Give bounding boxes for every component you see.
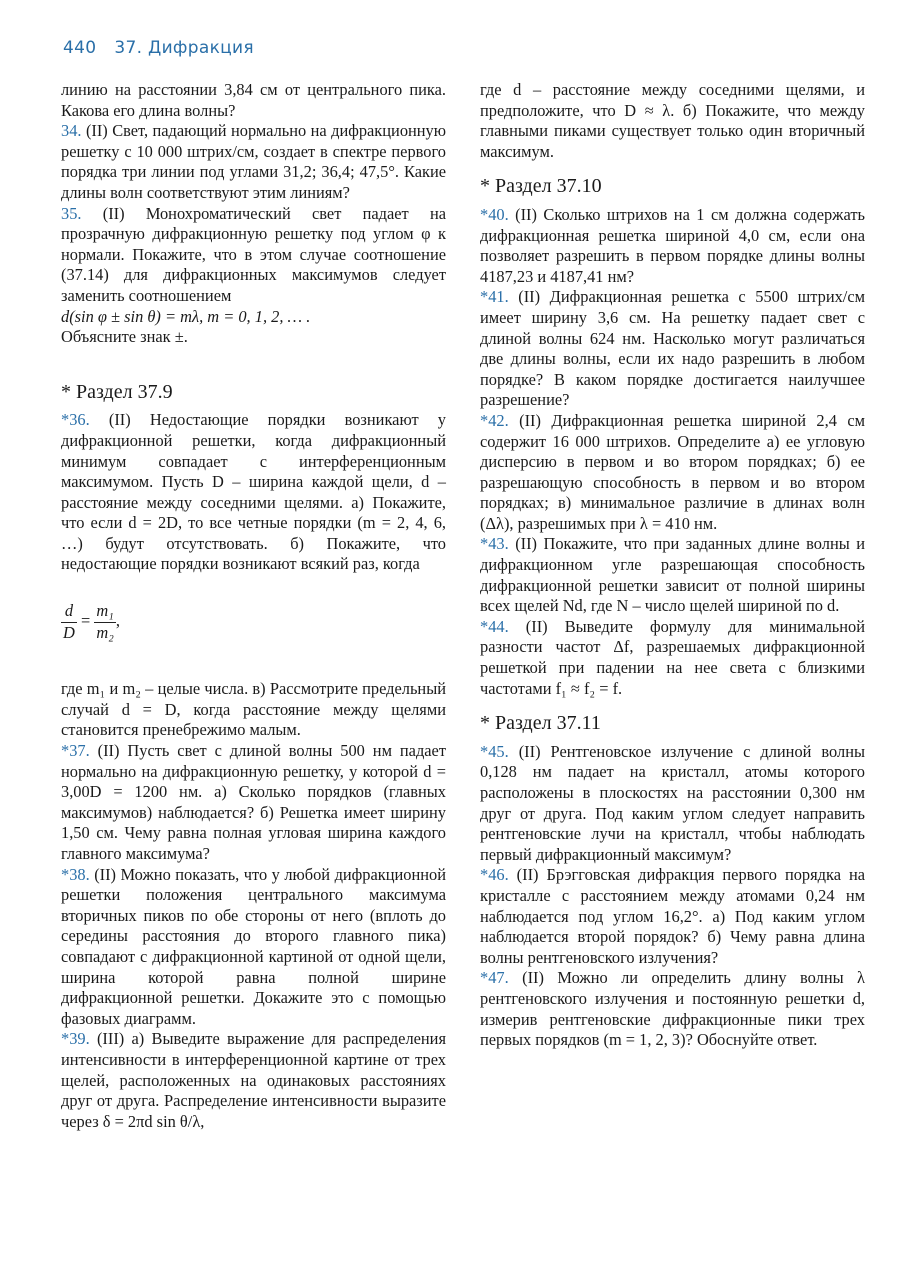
problem-33-continuation: линию на расстоянии 3,84 см от центрального пика. Какова его длина волны? [61,80,446,120]
problem-45 [480,742,865,866]
problem-number: *46. [480,865,509,885]
problem-number: *39. [61,1029,90,1049]
problem-37 [61,741,446,865]
problem-number: *41. [480,287,509,307]
numerator-d: d [61,601,77,623]
problem-number: *47. [480,968,509,988]
problem-text: (II) Монохроматический свет падает на прозрачную дифракционную решетку под углом φ к нормали. Покажите, что в этом случае соотношение (37.14) для дифракционных максимумов следует заменить соотношением [61,203,446,305]
problem-text: (II) Можно ли определить длину волны λ рентгеновского излучения и постоянную решетки d, измерив рентгеновские дифракционные пики трех первых порядков (m = 1, 2, 3)? Обоснуйте ответ. [480,968,866,1050]
problem-text: (II) Брэгговская дифракция первого порядка на кристалле с расстоянием между атомами 0,24 нм наблюдается под углом 16,2°. а) Под каким углом наблюдается второй порядок? б) Чему равна длина волны рентгеновского излучения? [480,865,865,967]
problem-number: *38. [61,864,90,884]
problem-36 [61,410,446,575]
problem-number: *40. [480,204,509,224]
problem-text: (II) Пусть свет с длиной волны 500 нм падает нормально на дифракционную решетку, у которой d = 3,00D = 1200 нм. а) Сколько порядков (главных максимумов) наблюдается? б) Решетка имеет ширину 1,50 см. Чему равна полная угловая ширина каждого главного максимума? [61,741,446,863]
comma: , [115,610,120,630]
fraction-d-over-D [61,601,77,643]
problem-39-continuation: где d – расстояние между соседними щелями, и предположите, что D ≈ λ. б) Покажите, что между главными пиками существует только один вторичный максимум. [480,80,865,161]
fraction-m1-over-m2 [94,601,116,643]
problem-35 [61,204,446,307]
problem-42 [480,411,865,535]
problem-text: (II) Дифракционная решетка с 5500 штрих/см имеет ширину 3,6 см. На решетку падает свет с длиной волны 624 нм. Насколько могут различаться две длины волны, если их надо разрешить в любом порядке? В каком порядке достигается наилучшее разрешение? [480,287,865,410]
section-heading-37-10: * Раздел 37.10 [480,175,602,198]
problem-38 [61,865,446,1030]
problem-text: (II) Дифракционная решетка шириной 2,4 см содержит 16 000 штрихов. Определите а) ее угловую дисперсию в первом и во втором порядках; б) ее разрешающую способность в первом и во втором порядках; в) минимальное различие в длинах волн (Δλ), разрешимых при λ = 410 нм. [480,410,865,533]
problem-39 [61,1029,446,1132]
problem-text: (II) Можно показать, что у любой дифракционной решетки положения центрального максимума вторичных пиков по обе стороны от него (вплоть до середины расстояния до второго главного пика) совпадают с дифракционной картиной от одной щели, ширина которой равна полной ширине дифракционной решетки. Докажите это с помощью фазовых диаграмм. [61,864,446,1028]
problem-number: *36. [61,410,90,430]
problem-43 [480,534,865,616]
problem-number: *37. [61,741,90,761]
problem-41 [480,287,865,411]
problem-number: 35. [61,203,82,223]
chapter-title: 37. Дифракция [114,38,254,58]
problem-44 [480,617,865,699]
fraction-formula [61,587,446,657]
problem-number: *45. [480,741,509,761]
page-number: 440 [63,38,97,58]
section-heading-37-9: * Раздел 37.9 [61,380,173,403]
denominator-m2: m₂ [96,622,114,642]
problem-text: (III) а) Выведите выражение для распределения интенсивности в интерференционной картине от трех щелей, расположенных на одинаковых расстояниях друг от друга. Распределение интенсивности выразите через δ = 2πd sin θ/λ, [61,1029,446,1131]
formula-35: d(sin φ ± sin θ) = mλ, m = 0, 1, 2, … . [61,306,311,326]
right-column [480,80,865,1051]
problem-number: *42. [480,410,509,430]
problem-number: *43. [480,534,509,554]
problem-text: (II) Свет, падающий нормально на дифракционную решетку с 10 000 штрих/см, создает в спектре первого порядка три линии под углами 31,2; 36,4; 47,5°. Какие длины волн соответствуют этим линиям? [61,121,446,202]
problem-40 [480,205,865,287]
denominator-D: D [63,622,75,642]
problem-47 [480,968,865,1050]
equals-sign: = [80,610,91,630]
left-column [61,80,446,1132]
problem-text: (II) Рентгеновское излучение с длиной волны 0,128 нм падает на кристалл, атомы которого расположены в плоскостях на расстоянии 0,300 нм друг от друга. Под каким углом следует направить рентгеновские лучи на кристалл, чтобы наблюдать первый дифракционный максимум? [480,741,865,864]
numerator-m1: m₁ [94,601,116,623]
problem-35-tail: Объясните знак ±. [61,327,188,347]
problem-text: (II) Недостающие порядки возникают у дифракционной решетки, когда дифракционный минимум совпадает с интерференционным максимумом. Пусть D – ширина каждой щели, d – расстояние между соседними щелями. а) Покажите, что если d = 2D, то все четные порядки (m = 2, 4, 6, …) будут отсутствовать. б) Покажите, что недостающие порядки возникают всякий раз, когда [61,410,446,574]
problem-number: *44. [480,616,509,636]
problem-text: (II) Выведите формулу для минимальной разности частот Δf, разрешаемых дифракционной решеткой при падении на нее света с близкими частотами f₁ ≈ f₂ = f. [480,616,865,698]
problem-text: (II) Покажите, что при заданных длине волны и дифракционном угле разрешающая способность дифракционной решетки зависит от полной ширины всех щелей Nd, где N – число щелей шириной по d. [480,534,865,616]
page-header [63,38,254,58]
problem-text: (II) Сколько штрихов на 1 см должна содержать дифракционная решетка шириной 4,0 см, если она позволяет разрешить в первом порядке длины волны 4187,23 и 4187,41 нм? [480,204,865,286]
section-heading-37-11: * Раздел 37.11 [480,712,601,735]
problem-46 [480,865,865,968]
problem-36-tail: где m₁ и m₂ – целые числа. в) Рассмотрите предельный случай d = D, когда расстояние между щелями становится пренебрежимо малым. [61,679,446,740]
problem-34 [61,121,446,203]
problem-number: 34. [61,121,82,141]
